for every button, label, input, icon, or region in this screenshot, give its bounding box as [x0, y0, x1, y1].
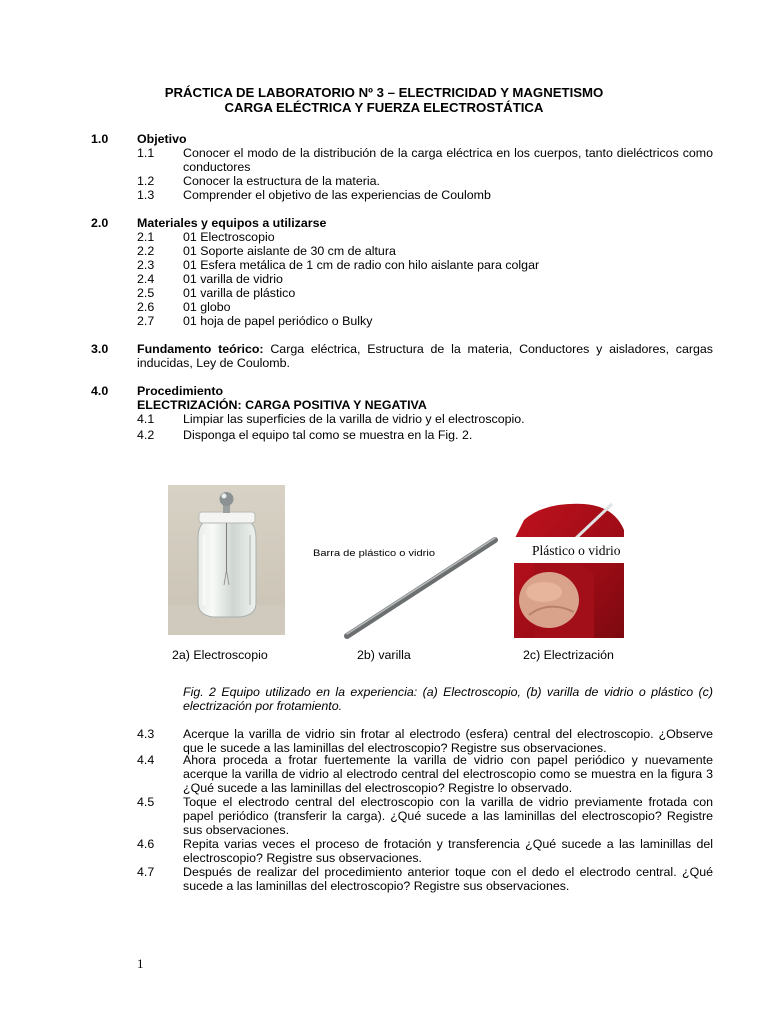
rod-label: Barra de plástico o vidrio — [313, 548, 435, 558]
electrization-label: Plástico o vidrio — [532, 543, 621, 558]
section-text: Carga eléctrica, Estructura de la materia, Conductores y aisladores, cargas — [270, 342, 713, 356]
document-title: PRÁCTICA DE LABORATORIO Nº 3 – ELECTRICIDAD Y MAGNETISMO — [164, 85, 604, 100]
item-number: 2.6 — [137, 300, 155, 314]
item-text: Después de realizar del procedimiento anterior toque con el dedo el electrodo central. ¿Qué sucede a las laminillas del electroscopio? Registre sus observaciones. — [183, 865, 713, 893]
page-number: 1 — [137, 956, 144, 971]
item-text: Toque el electrodo central del electroscopio con la varilla de vidrio previamente frotada con papel periódico (transferir la carga). ¿Qué sucede a las laminillas del electroscopio? Registre sus observaciones. — [183, 795, 713, 837]
item-text: Comprender el objetivo de las experiencias de Coulomb — [183, 188, 491, 202]
section-body-line — [137, 342, 713, 356]
section-text: inducidas, Ley de Coulomb. — [137, 356, 290, 370]
document-subtitle: CARGA ELÉCTRICA Y FUERZA ELECTROSTÁTICA — [224, 100, 544, 115]
item-number: 2.4 — [137, 272, 155, 286]
item-text: Disponga el equipo tal como se muestra en la Fig. 2. — [183, 428, 473, 442]
section-title: Fundamento teórico: — [137, 342, 264, 356]
item-number: 1.2 — [137, 174, 155, 188]
item-text: 01 Electroscopio — [183, 230, 275, 244]
item-text: Limpiar las superficies de la varilla de vidrio y el electroscopio. — [183, 412, 525, 426]
section-subtitle: ELECTRIZACIÓN: CARGA POSITIVA Y NEGATIVA — [137, 398, 427, 412]
item-text: 01 hoja de papel periódico o Bulky — [183, 314, 373, 328]
item-text: 01 Soporte aislante de 30 cm de altura — [183, 244, 396, 258]
item-number: 2.7 — [137, 314, 155, 328]
figure-a-caption: 2a) Electroscopio — [172, 648, 268, 662]
electrization-photo — [514, 500, 634, 638]
item-number: 4.6 — [137, 837, 155, 851]
section-title: Materiales y equipos a utilizarse — [137, 216, 327, 230]
section-number: 2.0 — [91, 216, 109, 230]
section-title: Procedimiento — [137, 384, 224, 398]
section-number: 1.0 — [91, 132, 109, 146]
item-number: 1.3 — [137, 188, 155, 202]
item-text: Conocer la estructura de la materia. — [183, 174, 380, 188]
item-number: 2.2 — [137, 244, 155, 258]
item-number: 4.5 — [137, 795, 155, 809]
item-number: 4.1 — [137, 412, 155, 426]
item-number: 4.3 — [137, 727, 155, 741]
item-text: Repita varias veces el proceso de frotación y transferencia ¿Qué sucede a las laminillas del electroscopio? Registre sus observaciones. — [183, 837, 713, 865]
figure-b-caption: 2b) varilla — [357, 648, 411, 662]
item-text: 01 varilla de vidrio — [183, 272, 283, 286]
section-title: Objetivo — [137, 132, 187, 146]
figure-caption: Fig. 2 Equipo utilizado en la experiencia: (a) Electroscopio, (b) varilla de vidrio o plástico (c) electrización por frotamiento. — [183, 685, 713, 713]
figure-c-caption: 2c) Electrización — [523, 648, 614, 662]
item-number: 2.5 — [137, 286, 155, 300]
item-number: 2.3 — [137, 258, 155, 272]
item-number: 2.1 — [137, 230, 155, 244]
item-text: Ahora proceda a frotar fuertemente la varilla de vidrio con papel periódico y nuevamente acerque la varilla de vidrio al electrodo central del electroscopio como se muestra en la figura 3 ¿Qué sucede a las laminillas del electroscopio? Registre lo observado. — [183, 753, 713, 795]
rod-photo — [305, 520, 505, 645]
section-number: 3.0 — [91, 342, 109, 356]
item-text: Conocer el modo de la distribución de la carga eléctrica en los cuerpos, tanto dieléctricos como conductores — [183, 146, 713, 174]
item-number: 4.4 — [137, 753, 155, 767]
item-text: 01 varilla de plástico — [183, 286, 296, 300]
item-text: 01 Esfera metálica de 1 cm de radio con hilo aislante para colgar — [183, 258, 540, 272]
item-number: 4.7 — [137, 865, 155, 879]
item-text: Acerque la varilla de vidrio sin frotar al electrodo (esfera) central del electroscopio. ¿Observe que le sucede a las laminillas del electroscopio? Registre sus observaciones. — [183, 727, 713, 755]
item-text: 01 globo — [183, 300, 231, 314]
section-number: 4.0 — [91, 384, 109, 398]
item-number: 1.1 — [137, 146, 155, 160]
electroscope-photo — [168, 485, 285, 635]
item-number: 4.2 — [137, 428, 155, 442]
